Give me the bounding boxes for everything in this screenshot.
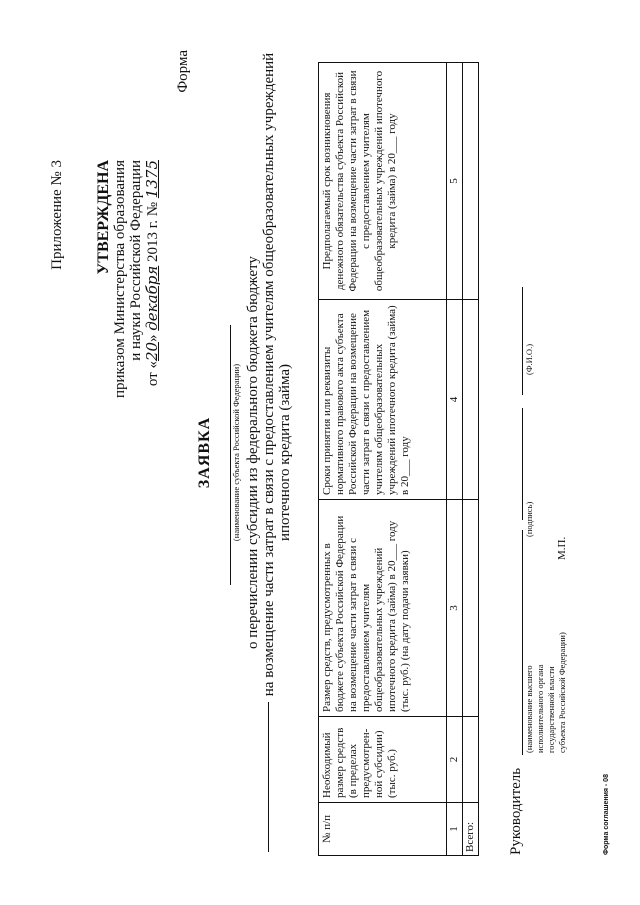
head-name-line bbox=[522, 287, 523, 395]
stamp-label: М.П. bbox=[556, 536, 568, 560]
appendix-label: Приложение № 3 bbox=[49, 160, 65, 270]
approved-label: УТВЕРЖДЕНА bbox=[95, 160, 112, 275]
organ-caption-line-2: исполнительного органа bbox=[535, 664, 545, 753]
organ-caption-line-1: (наименование высшего bbox=[524, 665, 534, 753]
date-day: 20 bbox=[143, 341, 161, 362]
form-label: Форма bbox=[175, 50, 191, 93]
total-cell-4 bbox=[463, 300, 479, 500]
col-header-number: № п/п bbox=[319, 803, 447, 856]
date-mid: » bbox=[145, 334, 161, 342]
table-header-row bbox=[319, 63, 447, 856]
col-number-2: 2 bbox=[447, 717, 463, 803]
col-header-obligation-term: Предполагаемый срок возникновения денежного обязательства субъекта Российской Федерации на возмещение части затрат в связи с предоставлением учителям общеобразовательных учреждений ипотечного кредита (займа) в 20___ году bbox=[319, 63, 447, 300]
order-line-1: приказом Министерства образования bbox=[112, 160, 128, 398]
order-line-2: и науки Российской Федерации bbox=[128, 160, 144, 361]
col-header-budget-amount: Размер средств, предусмотренных в бюджете субъекта Российской Федерации на возмещение части затрат в связи с предоставлением учителям общеобразовательных учреждений ипотечного кредита (займа) в 20___ году (тыс. руб.) (на дату подачи заявки) bbox=[319, 500, 447, 717]
date-month: декабря bbox=[143, 265, 161, 331]
title-line-3: ипотечного кредита (займа) bbox=[277, 364, 293, 541]
subject-caption: (наименование субъекта Российской Федерации) bbox=[231, 363, 241, 542]
title-line-1: о перечислении субсидии из федерального бюджета бюджету bbox=[245, 256, 261, 649]
head-signature-line bbox=[522, 408, 523, 520]
organ-caption-line-4: субъекта Российской Федерации) bbox=[557, 632, 567, 753]
col-number-1: 1 bbox=[447, 803, 463, 856]
document-title: ЗАЯВКА bbox=[196, 416, 213, 489]
head-organ-line bbox=[522, 530, 523, 755]
title-line-2 bbox=[261, 0, 278, 905]
order-number: 1375 bbox=[143, 160, 161, 199]
total-cell-5 bbox=[463, 63, 479, 300]
col-number-3: 3 bbox=[447, 500, 463, 717]
col-header-legal-act: Сроки принятия или реквизиты нормативного правового акта субъекта Российской Федерации на возмещение части затрат в связи с предоставлением учителям общеобразовательных учреждений ипотечного кредита (займа) в 20___ году bbox=[319, 300, 447, 500]
date-year: 2013 г. № bbox=[145, 201, 161, 262]
title-line-2-text: на возмещение части затрат в связи с предоставлением учителям общеобразовательных учреждений bbox=[261, 52, 277, 697]
organ-caption bbox=[524, 632, 568, 753]
head-label: Руководитель bbox=[508, 767, 524, 855]
table-number-row bbox=[447, 63, 463, 856]
name-caption: (Ф.И.О.) bbox=[524, 343, 534, 375]
table-total-row bbox=[463, 63, 479, 856]
date-prefix: от « bbox=[145, 361, 161, 387]
order-date-line bbox=[143, 160, 162, 386]
signature-caption: (подпись) bbox=[524, 501, 534, 537]
col-number-5: 5 bbox=[447, 63, 463, 300]
organ-caption-line-3: государственной власти bbox=[546, 666, 556, 753]
title-blank-line bbox=[268, 702, 269, 852]
request-table bbox=[318, 62, 479, 856]
total-cell-3 bbox=[463, 500, 479, 717]
total-cell-2 bbox=[463, 717, 479, 803]
col-number-4: 4 bbox=[447, 300, 463, 500]
col-header-required-amount: Необходимый размер средств (в пределах предусмотрен-ной субсидии) (тыс. руб.) bbox=[319, 717, 447, 803]
total-label: Всего: bbox=[463, 803, 479, 856]
form-code: Форма соглашения - 08 bbox=[603, 774, 610, 855]
